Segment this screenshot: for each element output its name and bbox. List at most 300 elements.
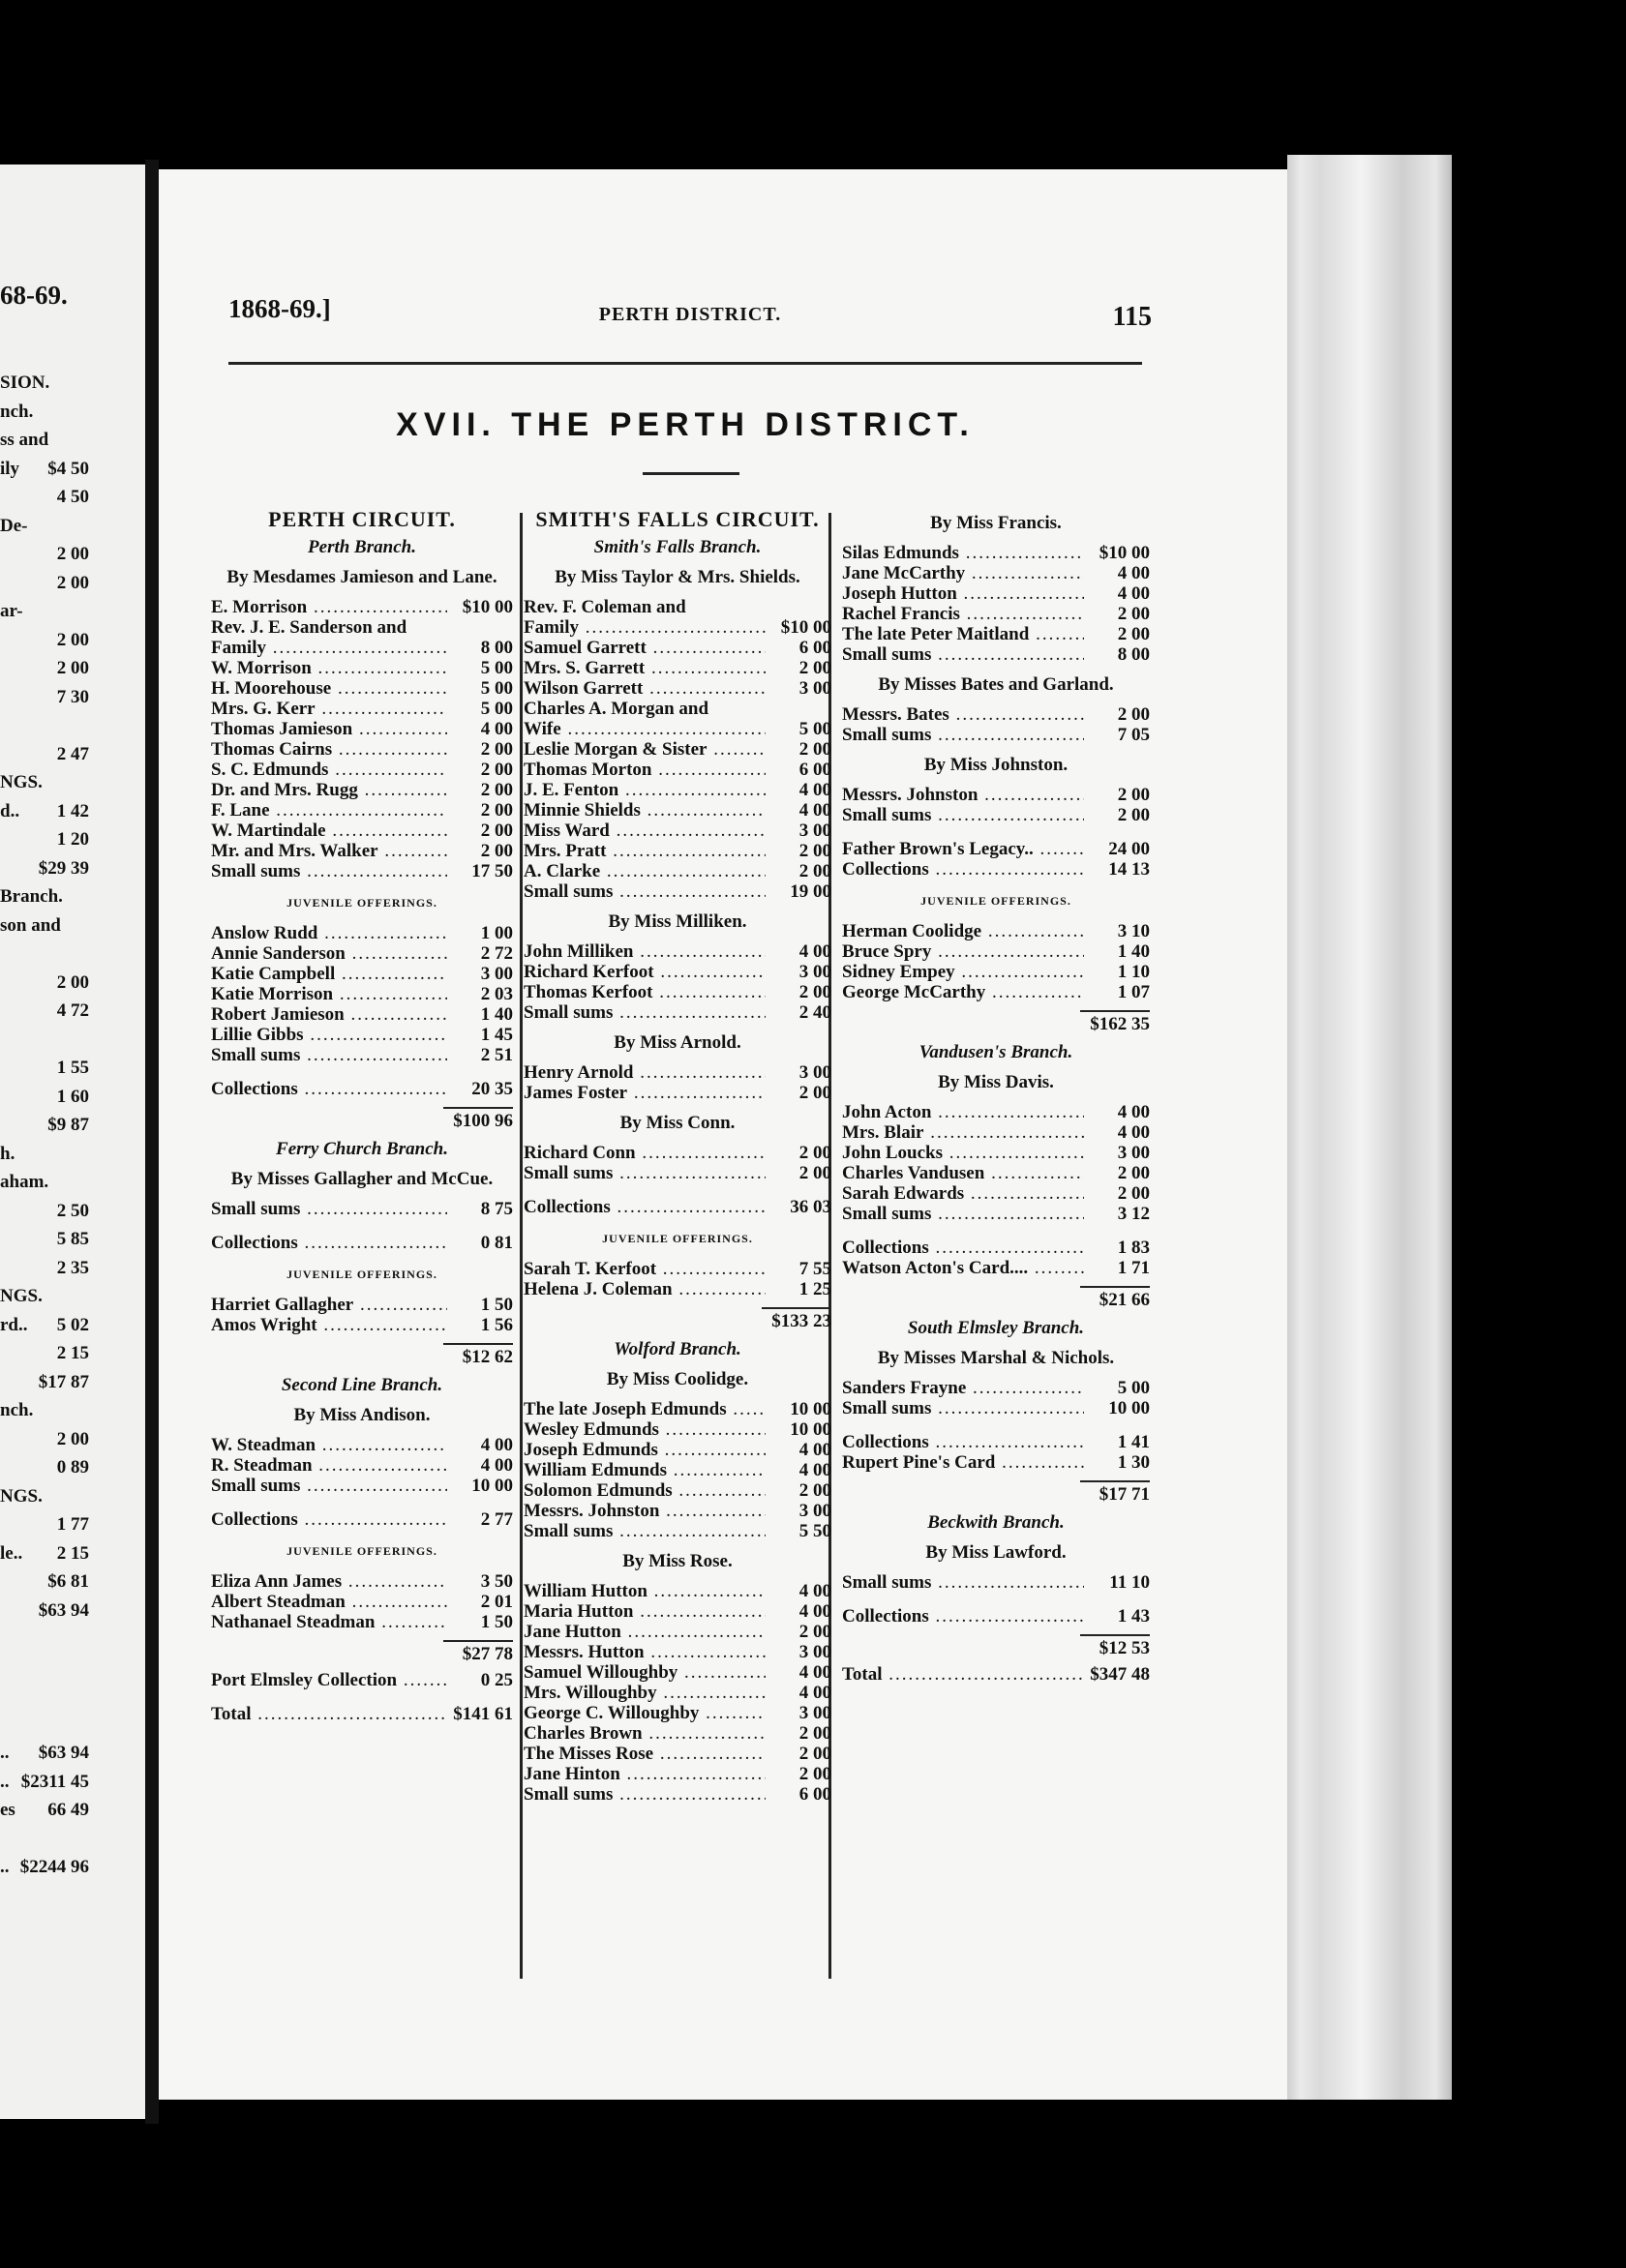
entry-amount: 2 00 [480, 780, 513, 800]
entry-name: Charles Vandusen ..... [842, 1163, 1084, 1183]
entry-row [524, 1083, 831, 1103]
left-page-label: .. [0, 1857, 10, 1877]
collections-row [211, 1509, 513, 1530]
subscription-list [524, 1143, 831, 1183]
left-page-line [0, 601, 89, 622]
entry-name: Robert Jamieson ..... [211, 1004, 447, 1025]
entry-row [524, 739, 831, 760]
entry-row [524, 699, 831, 719]
entry-row [211, 964, 513, 984]
left-page-line [0, 1514, 89, 1536]
header-rule [228, 362, 1142, 365]
entry-amount: 3 50 [480, 1571, 513, 1592]
left-page-amount: 66 49 [47, 1800, 89, 1820]
left-page-amount: $63 94 [38, 1743, 89, 1763]
entry-amount: $10 00 [780, 617, 831, 638]
entry-amount: 2 00 [1117, 704, 1150, 725]
entry-name: Rev. F. Coleman and [524, 597, 686, 617]
entry-name: Harriet Gallagher ..... [211, 1295, 447, 1315]
branch-total: $100 96 [443, 1107, 513, 1131]
left-page-line [0, 1172, 89, 1193]
entry-amount: 8 00 [1117, 644, 1150, 665]
entry-amount: 2 00 [1117, 1183, 1150, 1204]
entry-amount: 6 00 [798, 638, 831, 658]
entry-row [524, 982, 831, 1002]
entry-name: Collections ..... [524, 1197, 766, 1217]
entry-row [842, 785, 1150, 805]
entry-name: Small sums ..... [211, 1199, 447, 1219]
left-page-amount: $9 87 [47, 1115, 89, 1135]
page-number: 115 [1112, 302, 1152, 332]
entry-amount: 4 00 [798, 1440, 831, 1460]
subscription-list [842, 704, 1150, 745]
entry-name: John Acton ..... [842, 1102, 1084, 1122]
collector-label: By Miss Taylor & Mrs. Shields. [555, 567, 800, 587]
entry-amount: 3 00 [480, 964, 513, 984]
left-page-label: .. [0, 1771, 10, 1792]
entry-amount: 4 00 [798, 1581, 831, 1601]
entry-amount: 4 00 [798, 941, 831, 962]
left-page-line [0, 573, 89, 594]
left-page-label: .. [0, 1743, 10, 1763]
left-page-line [0, 858, 89, 880]
subscription-list [211, 1435, 513, 1496]
left-page-amount: $17 87 [38, 1371, 89, 1392]
entry-name: Small sums ..... [842, 805, 1084, 825]
entry-amount: 2 00 [798, 1764, 831, 1784]
collections-row [842, 1432, 1150, 1452]
left-page-label: le.. [0, 1542, 23, 1564]
left-page-label: nch. [0, 1400, 34, 1420]
entry-name: Rev. J. E. Sanderson and [211, 617, 407, 638]
collector-label: By Misses Gallagher and McCue. [230, 1169, 494, 1189]
juvenile-list [211, 1295, 513, 1335]
entry-amount: 19 00 [790, 881, 831, 902]
entry-row [842, 805, 1150, 825]
entry-name: Richard Kerfoot ..... [524, 962, 766, 982]
left-page-amount: 1 60 [56, 1086, 89, 1107]
header-title: PERTH DISTRICT. [598, 304, 782, 325]
left-page-line [0, 1372, 89, 1393]
entry-name: Collections ..... [842, 859, 1084, 880]
entry-name: Katie Morrison ..... [211, 984, 447, 1004]
entry-row [524, 1501, 831, 1521]
entry-amount: 3 00 [798, 962, 831, 982]
branch-title: Wolford Branch. [614, 1339, 741, 1359]
entry-name: Leslie Morgan & Sister ..... [524, 739, 766, 760]
entry-name: J. E. Fenton ..... [524, 780, 766, 800]
branch-total: $12 53 [1080, 1634, 1150, 1658]
entry-amount: 1 40 [1117, 941, 1150, 962]
entry-amount: 2 00 [1117, 785, 1150, 805]
entry-name: Small sums ..... [842, 1204, 1084, 1224]
left-page-amount: 2 15 [56, 1343, 89, 1363]
port-elmsley-row [211, 1670, 513, 1690]
port-elmsley-row [211, 1670, 513, 1690]
entry-amount: 14 13 [1108, 859, 1150, 880]
left-page-line [0, 658, 89, 679]
entry-row [842, 725, 1150, 745]
branch-title: Beckwith Branch. [927, 1512, 1065, 1533]
entry-amount: 2 00 [798, 1622, 831, 1642]
entry-amount: 4 00 [798, 1683, 831, 1703]
entry-name: Messrs. Johnston ..... [524, 1501, 766, 1521]
collections-row [211, 1509, 513, 1530]
entry-amount: 3 00 [798, 678, 831, 699]
entry-name: Small sums ..... [842, 1398, 1084, 1418]
entry-amount: 2 00 [480, 821, 513, 841]
entry-row [211, 841, 513, 861]
entry-name: Maria Hutton ..... [524, 1601, 766, 1622]
entry-amount: 7 05 [1117, 725, 1150, 745]
entry-row [842, 543, 1150, 563]
left-page-line [0, 1600, 89, 1622]
entry-row [842, 624, 1150, 644]
entry-name: E. Morrison ..... [211, 597, 447, 617]
entry-name: Silas Edmunds ..... [842, 543, 1084, 563]
left-page-line [0, 459, 89, 480]
left-page-line [0, 1800, 89, 1821]
left-page-line [0, 1343, 89, 1364]
entry-name: Messrs. Bates ..... [842, 704, 1084, 725]
juvenile-heading: JUVENILE OFFERINGS. [286, 1268, 437, 1281]
entry-row [842, 1122, 1150, 1143]
left-page-line [0, 1571, 89, 1593]
entry-amount: 2 00 [798, 1723, 831, 1744]
entry-amount: 2 00 [798, 1744, 831, 1764]
entry-name: Henry Arnold ..... [524, 1062, 766, 1083]
branch-title: Vandusen's Branch. [918, 1042, 1073, 1062]
entry-amount: 1 40 [480, 1004, 513, 1025]
entry-amount: 17 50 [471, 861, 513, 881]
entry-row [842, 1378, 1150, 1398]
entry-amount: 1 83 [1117, 1238, 1150, 1258]
collector-label: By Miss Andison. [293, 1405, 431, 1425]
entry-name: Mrs. G. Kerr ..... [211, 699, 447, 719]
entry-name: William Edmunds ..... [524, 1460, 766, 1480]
entry-row [524, 678, 831, 699]
collector-label: By Miss Arnold. [614, 1032, 741, 1053]
left-page-line [0, 1144, 89, 1165]
entry-name: Joseph Hutton ..... [842, 583, 1084, 604]
entry-amount: 2 00 [798, 861, 831, 881]
entry-row [842, 583, 1150, 604]
left-page-line [0, 544, 89, 565]
entry-row [842, 1102, 1150, 1122]
entry-name: Lillie Gibbs ..... [211, 1025, 447, 1045]
entry-amount: 10 00 [471, 1476, 513, 1496]
entry-row [524, 1723, 831, 1744]
entry-row [211, 1004, 513, 1025]
entry-name: Thomas Cairns ..... [211, 739, 447, 760]
column-perth-circuit [211, 503, 513, 1724]
collector-label: By Miss Rose. [622, 1551, 733, 1571]
entry-row [211, 719, 513, 739]
left-page-amount: $2311 45 [20, 1771, 89, 1792]
subscription-list [842, 1378, 1150, 1418]
entry-row [842, 1143, 1150, 1163]
entry-amount: 4 00 [1117, 1102, 1150, 1122]
collections-row [211, 1233, 513, 1253]
circuit-total-row [842, 1664, 1150, 1685]
entry-amount: 2 51 [480, 1045, 513, 1065]
entry-amount: 1 10 [1117, 962, 1150, 982]
entry-name: Amos Wright ..... [211, 1315, 447, 1335]
entry-amount: 3 10 [1117, 921, 1150, 941]
entry-name: Herman Coolidge ..... [842, 921, 1084, 941]
entry-row [211, 1476, 513, 1496]
left-page-line [0, 1258, 89, 1279]
entry-name: John Milliken ..... [524, 941, 766, 962]
left-page-amount: $63 94 [38, 1599, 89, 1621]
entry-row [524, 617, 831, 638]
entry-row [211, 678, 513, 699]
entry-amount: 10 00 [1108, 1398, 1150, 1418]
left-page-amount: 1 55 [56, 1058, 89, 1078]
subscription-list [842, 543, 1150, 665]
entry-name: The Misses Rose ..... [524, 1744, 766, 1764]
entry-amount: 2 00 [798, 658, 831, 678]
entry-name: Mrs. Blair ..... [842, 1122, 1084, 1143]
entry-name: Small sums ..... [524, 1521, 766, 1541]
entry-amount: 2 00 [798, 1143, 831, 1163]
entry-row [524, 861, 831, 881]
entry-name: Joseph Edmunds ..... [524, 1440, 766, 1460]
entry-amount: 0 81 [480, 1233, 513, 1253]
entry-name: Port Elmsley Collection ..... [211, 1670, 447, 1690]
entry-row [524, 760, 831, 780]
entry-amount: 3 00 [798, 821, 831, 841]
collector-label: By Misses Bates and Garland. [878, 674, 1114, 695]
left-page-label: d.. [0, 800, 20, 821]
entry-name: Anslow Rudd ..... [211, 923, 447, 943]
left-page-amount: 1 77 [56, 1514, 89, 1535]
left-page-line [0, 1486, 89, 1507]
entry-amount: 2 00 [798, 1480, 831, 1501]
left-page-line [0, 1429, 89, 1450]
left-page-line [0, 744, 89, 765]
entry-name: Wesley Edmunds ..... [524, 1419, 766, 1440]
entry-amount: 10 00 [790, 1419, 831, 1440]
entry-row [524, 941, 831, 962]
entry-row [524, 1784, 831, 1805]
entry-amount: 5 00 [1117, 1378, 1150, 1398]
entry-name: Annie Sanderson ..... [211, 943, 447, 964]
entry-amount: 4 00 [798, 1460, 831, 1480]
circuit-total-row [211, 1704, 513, 1724]
entry-amount: 1 25 [798, 1279, 831, 1299]
left-page-amount: 5 02 [56, 1314, 89, 1335]
entry-row [211, 597, 513, 617]
entry-row [524, 658, 831, 678]
entry-amount: 5 00 [480, 678, 513, 699]
entry-name: Dr. and Mrs. Rugg ..... [211, 780, 447, 800]
entry-row [524, 719, 831, 739]
entry-name: Sanders Frayne ..... [842, 1378, 1084, 1398]
entry-amount: 1 71 [1117, 1258, 1150, 1278]
entry-row [211, 1435, 513, 1455]
entry-row [842, 604, 1150, 624]
left-page-label: h. [0, 1143, 15, 1164]
entry-row [842, 1204, 1150, 1224]
entry-amount: 2 77 [480, 1509, 513, 1530]
entry-row [211, 1592, 513, 1612]
branch-title: Smith's Falls Branch. [593, 537, 762, 557]
entry-name: Watson Acton's Card.... ..... [842, 1258, 1084, 1278]
entry-amount: 2 00 [798, 982, 831, 1002]
entry-row [524, 1683, 831, 1703]
subscription-list [211, 597, 513, 881]
entry-name: Bruce Spry ..... [842, 941, 1084, 962]
branch-title: Perth Branch. [308, 537, 416, 557]
left-page-line [0, 1058, 89, 1079]
entry-row [524, 881, 831, 902]
entry-name: A. Clarke ..... [524, 861, 766, 881]
entry-row [524, 1279, 831, 1299]
left-page-line [0, 516, 89, 537]
legacy-row [842, 839, 1150, 859]
entry-amount: 4 00 [798, 800, 831, 821]
left-page-label: NGS. [0, 772, 43, 792]
small-sums-row [842, 1572, 1150, 1593]
left-page-amount: $6 81 [47, 1571, 89, 1592]
collector-label: By Miss Coolidge. [606, 1369, 749, 1389]
card-row [842, 1452, 1150, 1473]
entry-amount: 2 00 [1117, 805, 1150, 825]
entry-row [842, 644, 1150, 665]
entry-row [524, 597, 831, 617]
entry-amount: 10 00 [790, 1399, 831, 1419]
entry-row [211, 739, 513, 760]
entry-amount: 4 00 [1117, 583, 1150, 604]
entry-amount: 1 41 [1117, 1432, 1150, 1452]
entry-row [211, 617, 513, 638]
entry-amount: 2 00 [480, 760, 513, 780]
entry-row [842, 941, 1150, 962]
entry-row [211, 984, 513, 1004]
entry-amount: 4 00 [1117, 563, 1150, 583]
left-page-amount: 4 72 [56, 1000, 89, 1021]
collections-row [524, 1197, 831, 1217]
entry-amount: $141 61 [453, 1704, 513, 1724]
juvenile-heading: JUVENILE OFFERINGS. [286, 896, 437, 910]
collections-row [842, 1432, 1150, 1452]
entry-row [524, 1143, 831, 1163]
entry-row [524, 780, 831, 800]
entry-name: George C. Willoughby ..... [524, 1703, 766, 1723]
left-page-line [0, 1457, 89, 1478]
entry-row [524, 962, 831, 982]
collector-label: By Mesdames Jamieson and Lane. [226, 567, 497, 587]
entry-row [524, 1521, 831, 1541]
collector-label: By Miss Davis. [938, 1072, 1054, 1092]
entry-name: Small sums ..... [211, 1476, 447, 1496]
column-divider-1 [520, 513, 523, 1979]
entry-row [524, 1622, 831, 1642]
left-page-line [0, 487, 89, 508]
branch-total: $27 78 [443, 1640, 513, 1664]
entry-row [524, 1480, 831, 1501]
entry-name: Samuel Garrett ..... [524, 638, 766, 658]
entry-amount: 7 55 [798, 1259, 831, 1279]
entry-amount: 11 10 [1109, 1572, 1150, 1593]
entry-row [211, 800, 513, 821]
entry-row [211, 1045, 513, 1065]
left-page-line [0, 1743, 89, 1764]
entry-amount: 2 00 [1117, 624, 1150, 644]
circuit-title: SMITH'S FALLS CIRCUIT. [535, 507, 820, 531]
entry-amount: 2 00 [1117, 1163, 1150, 1183]
entry-amount: 4 00 [1117, 1122, 1150, 1143]
entry-row [524, 800, 831, 821]
left-page-line [0, 1201, 89, 1222]
entry-row [211, 1025, 513, 1045]
entry-row [211, 699, 513, 719]
entry-row [524, 841, 831, 861]
entry-name: The late Joseph Edmunds ..... [524, 1399, 766, 1419]
entry-row [524, 1163, 831, 1183]
entry-amount: 8 00 [480, 638, 513, 658]
entry-amount: 4 00 [480, 1435, 513, 1455]
entry-name: S. C. Edmunds ..... [211, 760, 447, 780]
entry-name: Nathanael Steadman ..... [211, 1612, 447, 1632]
entry-row [524, 1002, 831, 1023]
left-page-line [0, 1229, 89, 1250]
entry-name: Charles Brown ..... [524, 1723, 766, 1744]
left-page-line [0, 1087, 89, 1108]
left-page-line [0, 772, 89, 793]
left-page-label: ss and [0, 430, 49, 450]
entry-amount: 1 45 [480, 1025, 513, 1045]
collector-label: By Miss Milliken. [608, 911, 747, 932]
entry-row [211, 923, 513, 943]
entry-name: Father Brown's Legacy.. ..... [842, 839, 1084, 859]
entry-name: F. Lane ..... [211, 800, 447, 821]
collector-label: By Misses Marshal & Nichols. [877, 1348, 1115, 1368]
entry-name: Katie Campbell ..... [211, 964, 447, 984]
legacy-row [842, 839, 1150, 859]
column-continued [842, 503, 1150, 1685]
left-page-label: De- [0, 515, 28, 536]
entry-row [524, 638, 831, 658]
entry-amount: 2 72 [480, 943, 513, 964]
entry-name: W. Morrison ..... [211, 658, 447, 678]
entry-name: Minnie Shields ..... [524, 800, 766, 821]
entry-name: W. Martindale ..... [211, 821, 447, 841]
entry-row [211, 943, 513, 964]
entry-amount: 4 00 [480, 1455, 513, 1476]
left-page-line [0, 402, 89, 423]
collections-row [211, 1233, 513, 1253]
entry-name: Jane Hinton ..... [524, 1764, 766, 1784]
left-page-label: SION. [0, 373, 50, 393]
left-page-line [0, 829, 89, 850]
entry-name: John Loucks ..... [842, 1143, 1084, 1163]
left-page-amount: 1 20 [56, 829, 89, 850]
entry-row [524, 1601, 831, 1622]
entry-row [211, 658, 513, 678]
entry-name: Total ..... [211, 1704, 447, 1724]
entry-row [211, 760, 513, 780]
collections-row [842, 1238, 1150, 1258]
branch-total: $133 23 [762, 1307, 831, 1331]
entry-row [211, 1612, 513, 1632]
entry-row [211, 780, 513, 800]
left-page-label: aham. [0, 1172, 49, 1192]
entry-row [524, 1062, 831, 1083]
entry-name: Total ..... [842, 1664, 1084, 1685]
entry-row [524, 1642, 831, 1662]
